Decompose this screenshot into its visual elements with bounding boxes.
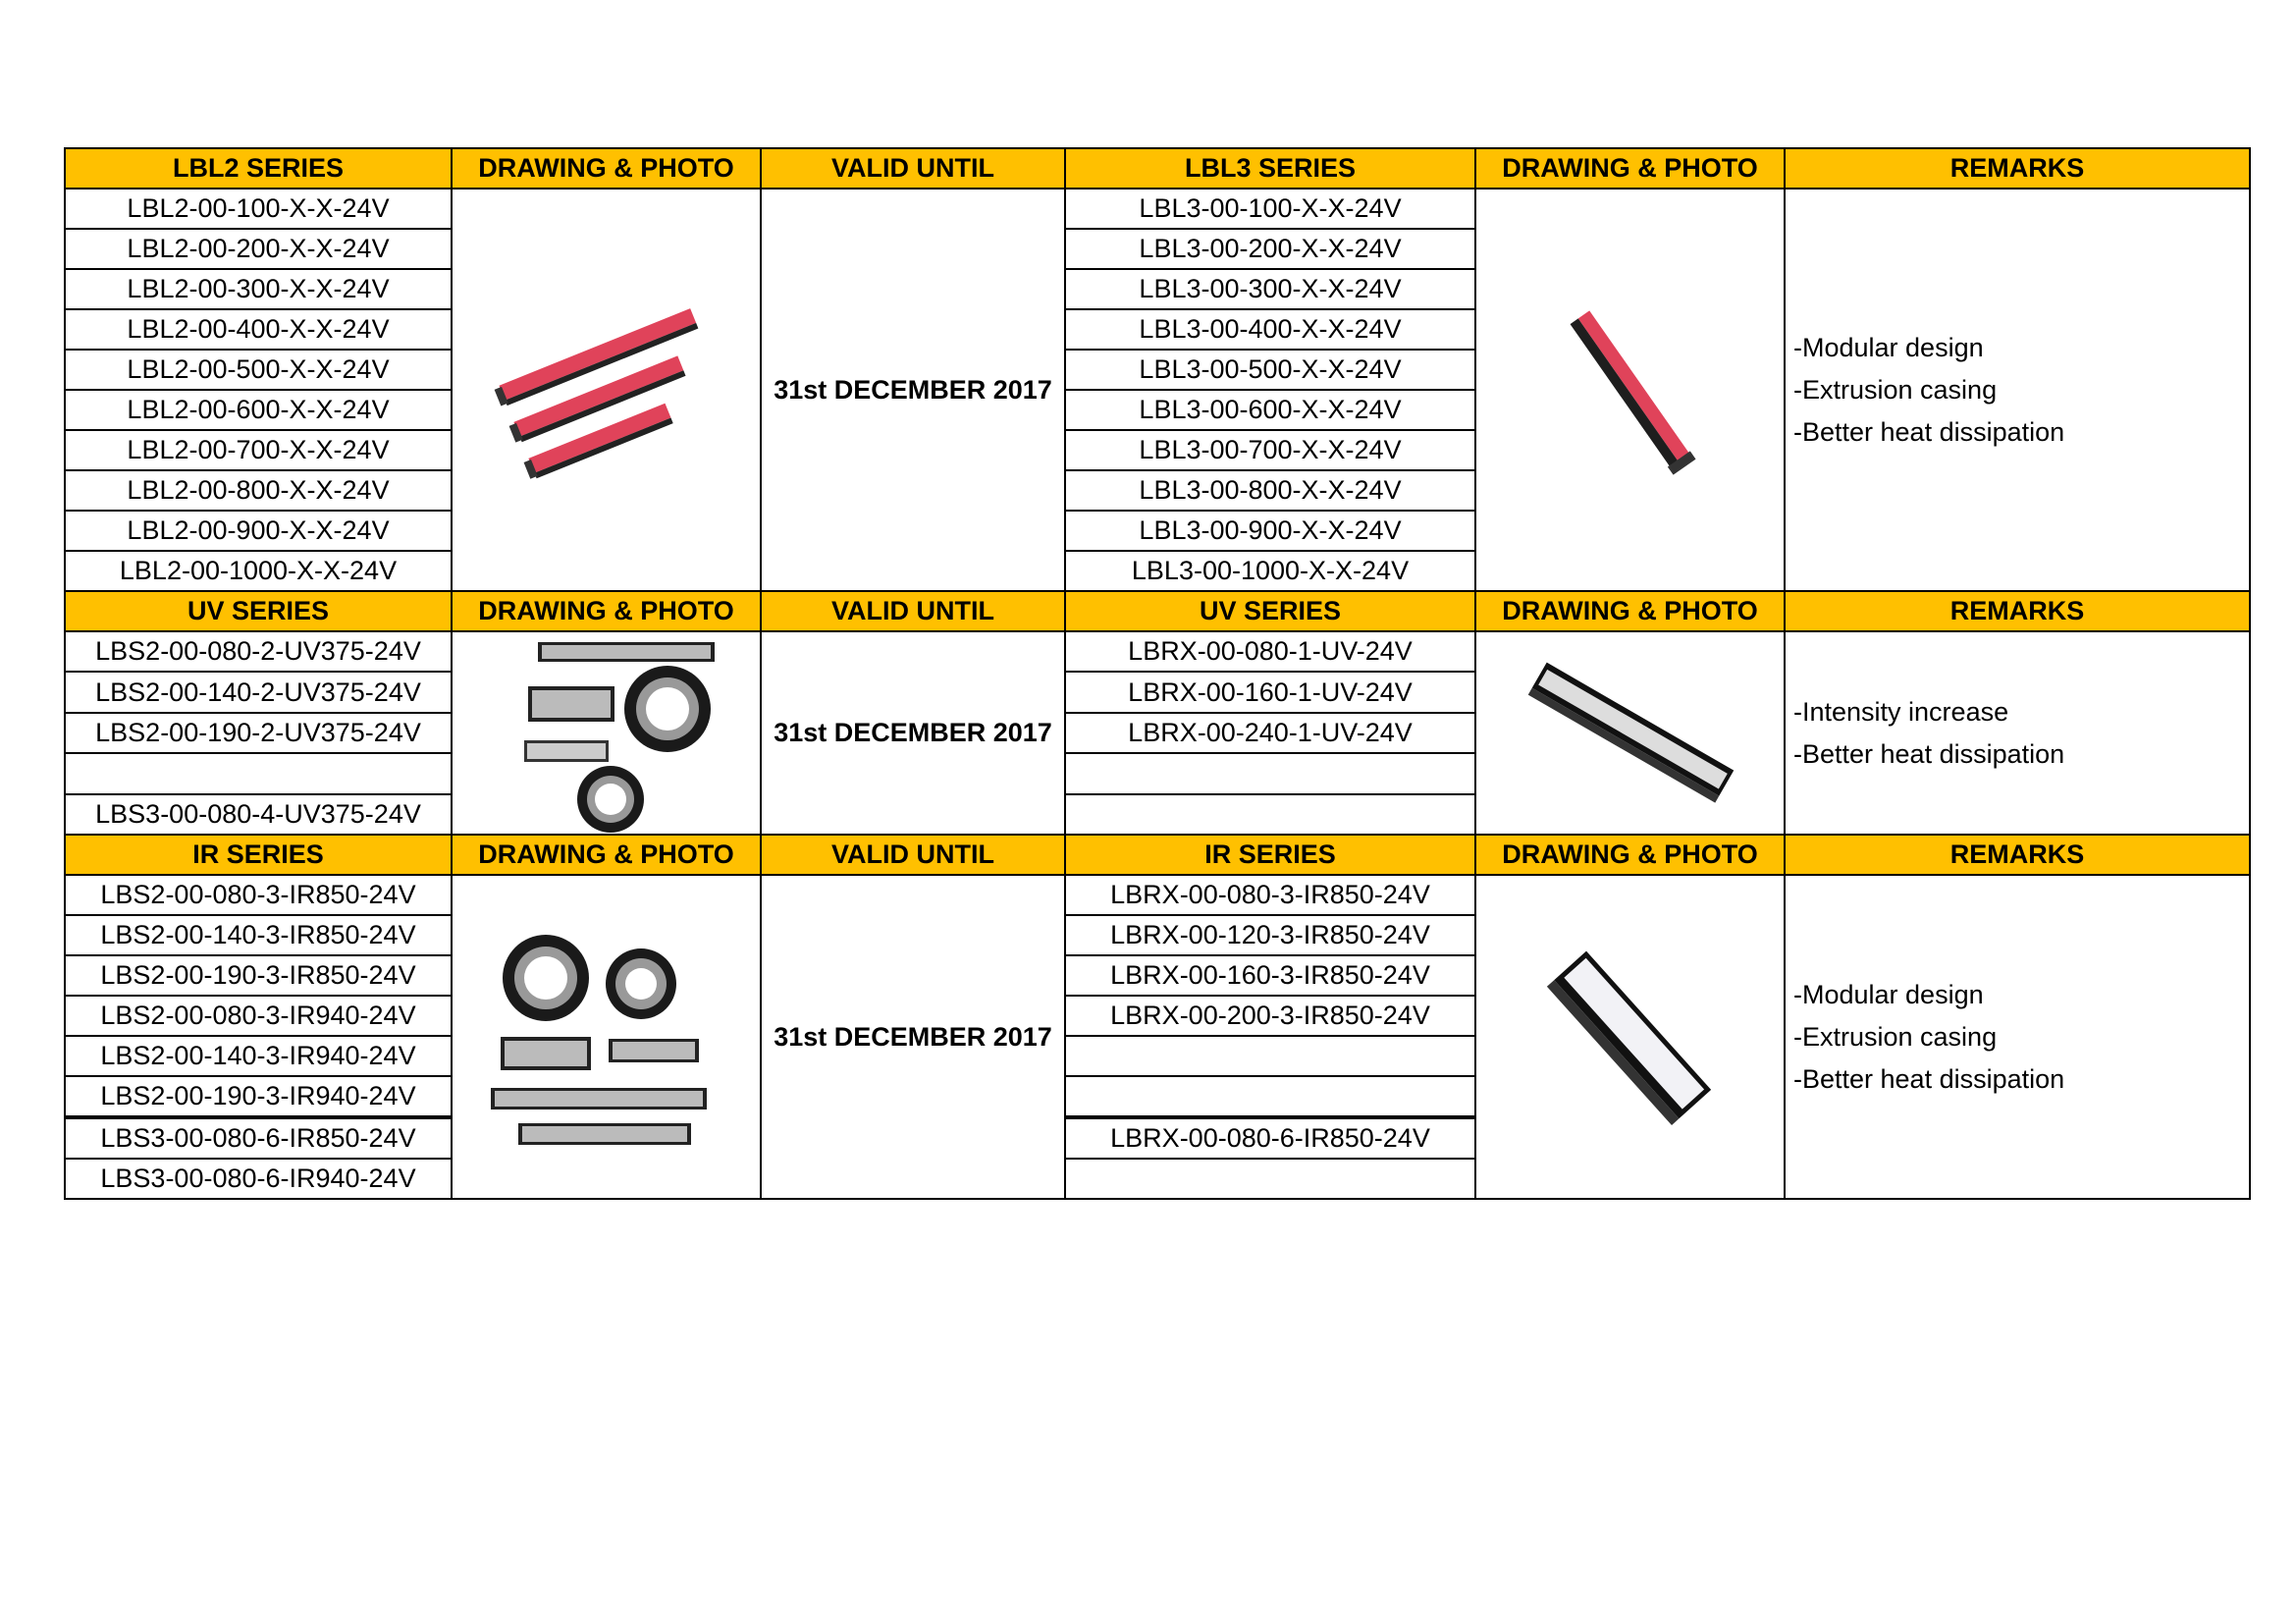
header-drawing-photo: DRAWING & PHOTO bbox=[452, 148, 761, 189]
model-cell: LBRX-00-160-1-UV-24V bbox=[1065, 672, 1475, 712]
photo-cell bbox=[1475, 631, 1785, 835]
remark-line: -Better heat dissipation bbox=[1793, 1063, 2065, 1094]
model-cell: LBL2-00-900-X-X-24V bbox=[65, 511, 452, 551]
header-valid-until: VALID UNTIL bbox=[761, 591, 1065, 631]
valid-until-date: 31st DECEMBER 2017 bbox=[761, 631, 1065, 835]
model-cell: LBL2-00-400-X-X-24V bbox=[65, 309, 452, 350]
model-cell: LBL2-00-100-X-X-24V bbox=[65, 189, 452, 229]
header-lbl3-series: LBL3 SERIES bbox=[1065, 148, 1475, 189]
table-row bbox=[65, 875, 2250, 915]
remark-line: -Better heat dissipation bbox=[1793, 738, 2065, 769]
model-cell: LBL3-00-600-X-X-24V bbox=[1065, 390, 1475, 430]
model-cell bbox=[1065, 753, 1475, 793]
header-lbl2-series: LBL2 SERIES bbox=[65, 148, 452, 189]
valid-until-date: 31st DECEMBER 2017 bbox=[761, 189, 1065, 591]
model-cell: LBL3-00-900-X-X-24V bbox=[1065, 511, 1475, 551]
model-cell: LBL3-00-1000-X-X-24V bbox=[1065, 551, 1475, 591]
header-valid-until: VALID UNTIL bbox=[761, 148, 1065, 189]
section-header-row bbox=[65, 591, 2250, 631]
model-cell: LBS2-00-080-2-UV375-24V bbox=[65, 631, 452, 672]
model-cell: LBS2-00-190-3-IR940-24V bbox=[65, 1076, 452, 1117]
model-cell: LBL2-00-500-X-X-24V bbox=[65, 350, 452, 390]
model-cell: LBRX-00-200-3-IR850-24V bbox=[1065, 996, 1475, 1036]
model-cell: LBS2-00-190-2-UV375-24V bbox=[65, 713, 452, 753]
model-cell: LBS2-00-140-3-IR850-24V bbox=[65, 915, 452, 955]
remarks-cell bbox=[1785, 631, 2250, 835]
model-cell bbox=[1065, 1076, 1475, 1117]
remarks-cell bbox=[1785, 875, 2250, 1199]
remark-line: -Modular design bbox=[1793, 332, 1984, 362]
model-cell: LBL2-00-700-X-X-24V bbox=[65, 430, 452, 470]
model-cell: LBL3-00-800-X-X-24V bbox=[1065, 470, 1475, 511]
model-cell: LBRX-00-080-1-UV-24V bbox=[1065, 631, 1475, 672]
model-cell bbox=[1065, 1159, 1475, 1199]
header-drawing-photo: DRAWING & PHOTO bbox=[452, 591, 761, 631]
header-uv-series: UV SERIES bbox=[65, 591, 452, 631]
model-cell: LBRX-00-160-3-IR850-24V bbox=[1065, 955, 1475, 996]
remark-line: -Modular design bbox=[1793, 979, 1984, 1009]
model-cell: LBL3-00-300-X-X-24V bbox=[1065, 269, 1475, 309]
model-cell: LBL3-00-700-X-X-24V bbox=[1065, 430, 1475, 470]
model-cell: LBS2-00-140-2-UV375-24V bbox=[65, 672, 452, 712]
model-cell: LBS3-00-080-6-IR850-24V bbox=[65, 1117, 452, 1159]
model-cell: LBL3-00-200-X-X-24V bbox=[1065, 229, 1475, 269]
model-cell: LBL3-00-100-X-X-24V bbox=[1065, 189, 1475, 229]
header-drawing-photo: DRAWING & PHOTO bbox=[1475, 148, 1785, 189]
photo-cell bbox=[1475, 189, 1785, 591]
header-uv-series: UV SERIES bbox=[1065, 591, 1475, 631]
product-catalog-table bbox=[64, 147, 2251, 1200]
model-cell: LBS2-00-080-3-IR850-24V bbox=[65, 875, 452, 915]
model-cell: LBL3-00-500-X-X-24V bbox=[1065, 350, 1475, 390]
model-cell: LBS3-00-080-4-UV375-24V bbox=[65, 794, 452, 835]
photo-cell bbox=[452, 875, 761, 1199]
remarks-cell bbox=[1785, 189, 2250, 591]
header-remarks: REMARKS bbox=[1785, 835, 2250, 875]
ir-led-bar-photo bbox=[1532, 929, 1729, 1145]
header-ir-series: IR SERIES bbox=[1065, 835, 1475, 875]
uv-led-lights-photo bbox=[499, 632, 715, 834]
red-led-bar-light-photo bbox=[1532, 292, 1729, 488]
model-cell: LBS2-00-190-3-IR850-24V bbox=[65, 955, 452, 996]
remark-line: -Intensity increase bbox=[1793, 696, 2009, 727]
model-cell: LBS2-00-140-3-IR940-24V bbox=[65, 1036, 452, 1076]
header-valid-until: VALID UNTIL bbox=[761, 835, 1065, 875]
model-cell: LBL2-00-1000-X-X-24V bbox=[65, 551, 452, 591]
model-cell: LBL3-00-400-X-X-24V bbox=[1065, 309, 1475, 350]
photo-cell bbox=[1475, 875, 1785, 1199]
section-header-row bbox=[65, 835, 2250, 875]
model-cell bbox=[65, 753, 452, 793]
table-row bbox=[65, 189, 2250, 229]
model-cell: LBL2-00-800-X-X-24V bbox=[65, 470, 452, 511]
section-header-row bbox=[65, 148, 2250, 189]
header-drawing-photo: DRAWING & PHOTO bbox=[1475, 835, 1785, 875]
table-row bbox=[65, 631, 2250, 672]
model-cell: LBS2-00-080-3-IR940-24V bbox=[65, 996, 452, 1036]
photo-cell bbox=[452, 631, 761, 835]
header-remarks: REMARKS bbox=[1785, 148, 2250, 189]
remark-line: -Better heat dissipation bbox=[1793, 416, 2065, 447]
photo-cell bbox=[452, 189, 761, 591]
model-cell bbox=[1065, 1036, 1475, 1076]
model-cell: LBRX-00-080-3-IR850-24V bbox=[1065, 875, 1475, 915]
uv-led-bar-photo bbox=[1513, 645, 1748, 822]
model-cell: LBL2-00-300-X-X-24V bbox=[65, 269, 452, 309]
model-cell: LBS3-00-080-6-IR940-24V bbox=[65, 1159, 452, 1199]
model-cell: LBRX-00-120-3-IR850-24V bbox=[1065, 915, 1475, 955]
valid-until-date: 31st DECEMBER 2017 bbox=[761, 875, 1065, 1199]
header-ir-series: IR SERIES bbox=[65, 835, 452, 875]
model-cell bbox=[1065, 794, 1475, 835]
model-cell: LBRX-00-080-6-IR850-24V bbox=[1065, 1117, 1475, 1159]
model-cell: LBL2-00-600-X-X-24V bbox=[65, 390, 452, 430]
remark-line: -Extrusion casing bbox=[1793, 1021, 1998, 1052]
header-drawing-photo: DRAWING & PHOTO bbox=[452, 835, 761, 875]
header-drawing-photo: DRAWING & PHOTO bbox=[1475, 591, 1785, 631]
model-cell: LBRX-00-240-1-UV-24V bbox=[1065, 713, 1475, 753]
header-remarks: REMARKS bbox=[1785, 591, 2250, 631]
ir-led-lights-photo bbox=[489, 919, 724, 1155]
red-led-bar-lights-photo bbox=[489, 292, 724, 488]
remark-line: -Extrusion casing bbox=[1793, 374, 1998, 405]
model-cell: LBL2-00-200-X-X-24V bbox=[65, 229, 452, 269]
